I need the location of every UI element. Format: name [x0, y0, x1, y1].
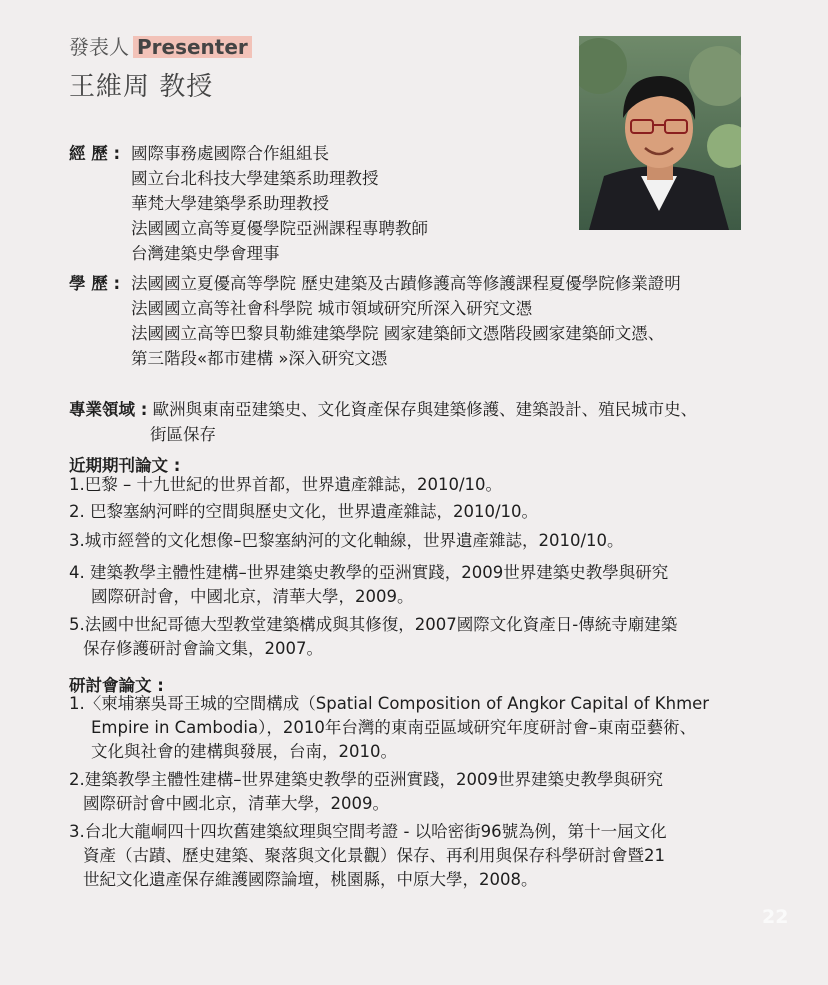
journal-line: 5.法國中世紀哥德大型教堂建築構成與其修復，2007國際文化資產日-傳統寺廟建築 — [69, 615, 678, 634]
education-line: 法國國立夏優高等學院 歷史建築及古蹟修護高等修護課程夏優學院修業證明 — [131, 274, 681, 293]
presenter-photo — [579, 36, 741, 230]
experience-line: 法國國立高等夏優學院亞洲課程專聘教師 — [131, 219, 428, 238]
presenter-name: 王維周 教授 — [69, 72, 214, 102]
specialty-line: 街區保存 — [150, 425, 216, 444]
conference-line: 文化與社會的建構與發展，台南，2010。 — [91, 742, 397, 761]
experience-section — [69, 141, 428, 266]
conference-item — [69, 820, 667, 892]
presenter-label-zh: 發表人 — [69, 35, 129, 59]
experience-line: 國際事務處國際合作組組長 — [131, 144, 329, 163]
education-line: 法國國立高等社會科學院 城市領域研究所深入研究文憑 — [131, 299, 533, 318]
conferences-title: 研討會論文 : — [69, 676, 164, 695]
experience-label: 經 歷 : — [69, 144, 121, 163]
journal-item — [69, 500, 538, 524]
journal-item — [69, 473, 502, 497]
conference-line: Empire in Cambodia），2010年台灣的東南亞區域研究年度研討會–東南亞藝術、 — [91, 718, 697, 737]
journal-item — [69, 561, 668, 609]
journal-line: 保存修護研討會論文集，2007。 — [83, 639, 323, 658]
presenter-heading — [69, 31, 252, 60]
conference-line: 1.〈柬埔寨吳哥王城的空間構成（Spatial Composition of Angkor Capital of Khmer — [69, 694, 710, 713]
education-section — [69, 271, 681, 371]
page-number: 22 — [762, 906, 789, 928]
specialty-section — [69, 397, 697, 447]
conference-item — [69, 768, 663, 816]
journal-item — [69, 529, 624, 553]
conference-line: 3.台北大龍峒四十四坎舊建築紋理與空間考證 - 以哈密街96號為例，第十一屆文化 — [69, 822, 667, 841]
journal-line: 國際研討會，中國北京，清華大學，2009。 — [91, 587, 414, 606]
journal-item — [69, 613, 677, 661]
specialty-line: 歐洲與東南亞建築史、文化資產保存與建築修護、建築設計、殖民城市史、 — [152, 400, 698, 419]
experience-line: 台灣建築史學會理事 — [131, 244, 280, 263]
journal-line: 3.城市經營的文化想像–巴黎塞納河的文化軸線，世界遺產雜誌，2010/10。 — [69, 531, 624, 550]
education-label: 學 歷 : — [69, 274, 121, 293]
experience-line: 國立台北科技大學建築系助理教授 — [131, 169, 379, 188]
experience-line: 華梵大學建築學系助理教授 — [131, 194, 329, 213]
conference-line: 資產（古蹟、歷史建築、聚落與文化景觀）保存、再利用與保存科學研討會暨21 — [83, 846, 665, 865]
conference-line: 2.建築教學主體性建構–世界建築史教學的亞洲實踐，2009世界建築史教學與研究 — [69, 770, 663, 789]
journal-line: 1.巴黎 – 十九世紀的世界首都，世界遺產雜誌，2010/10。 — [69, 475, 503, 494]
journal-line: 4. 建築教學主體性建構–世界建築史教學的亞洲實踐，2009世界建築史教學與研究 — [69, 563, 669, 582]
journal-line: 2. 巴黎塞納河畔的空間與歷史文化，世界遺產雜誌，2010/10。 — [69, 502, 539, 521]
conference-line: 國際研討會中國北京，清華大學，2009。 — [83, 794, 389, 813]
conference-item — [69, 692, 709, 764]
education-line: 法國國立高等巴黎貝勒維建築學院 國家建築師文憑階段國家建築師文憑、 — [131, 324, 665, 343]
specialty-label: 專業領域 : — [69, 400, 148, 419]
journals-title: 近期期刊論文 : — [69, 456, 181, 475]
conference-line: 世紀文化遺產保存維護國際論壇，桃園縣，中原大學，2008。 — [83, 870, 538, 889]
presenter-label-en: Presenter — [133, 36, 252, 58]
education-line: 第三階段«都市建構 »深入研究文憑 — [131, 349, 388, 368]
